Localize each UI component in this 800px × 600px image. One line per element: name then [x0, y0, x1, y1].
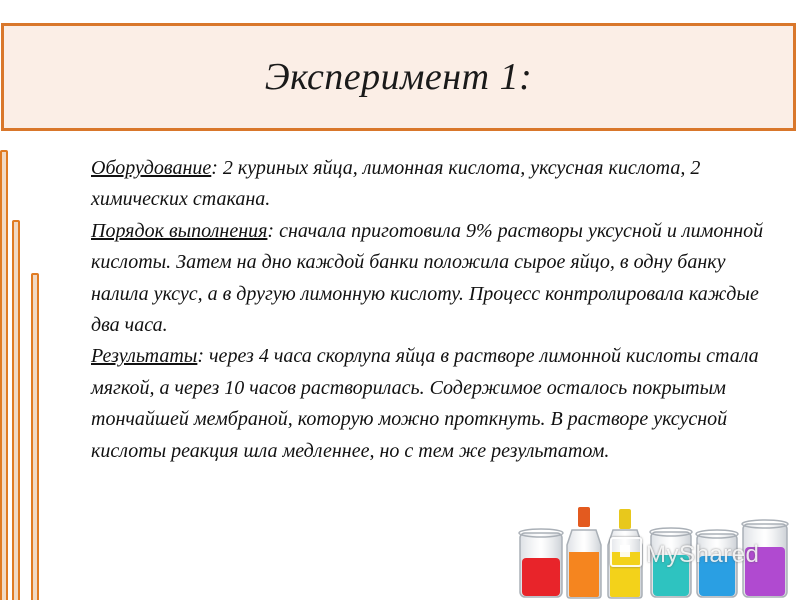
slide-title: Эксперимент 1: [264, 56, 533, 98]
equipment-text: : 2 куриных яйца, лимонная кислота, уксусная кислота, 2 химических стакана. [91, 157, 701, 211]
procedure-label: Порядок выполнения [91, 219, 268, 242]
decorative-bar [31, 273, 39, 600]
results-label: Результаты [91, 345, 198, 368]
slide-body [91, 153, 771, 467]
procedure-paragraph [91, 216, 771, 342]
title-banner [1, 23, 796, 131]
watermark-logo-icon [610, 537, 642, 567]
orange-bottle [567, 507, 601, 598]
watermark [610, 537, 759, 569]
red-beaker [519, 529, 563, 597]
results-paragraph [91, 341, 771, 467]
decorative-bar [12, 220, 20, 600]
watermark-text: MyShared [646, 541, 760, 568]
equipment-paragraph [91, 153, 771, 216]
decorative-bar [0, 150, 8, 600]
procedure-text: : сначала приготовила 9% растворы уксусной и лимонной кислоты. Затем на дно каждой банки положила сырое яйцо, в одну банку налила уксус, а в другую лимонную кислоту. Процесс контролировала каждые два часа. [91, 219, 764, 337]
equipment-label: Оборудование [91, 157, 212, 179]
results-text: : через 4 часа скорлупа яйца в растворе лимонной кислоты стала мягкой, а через 10 часов растворилась. Содержимое осталось покрытым тончайшей мембраной, которую можно проткнуть. В растворе уксусной кислоты реакция шла медленнее, но с тем же результатом. [91, 345, 759, 462]
